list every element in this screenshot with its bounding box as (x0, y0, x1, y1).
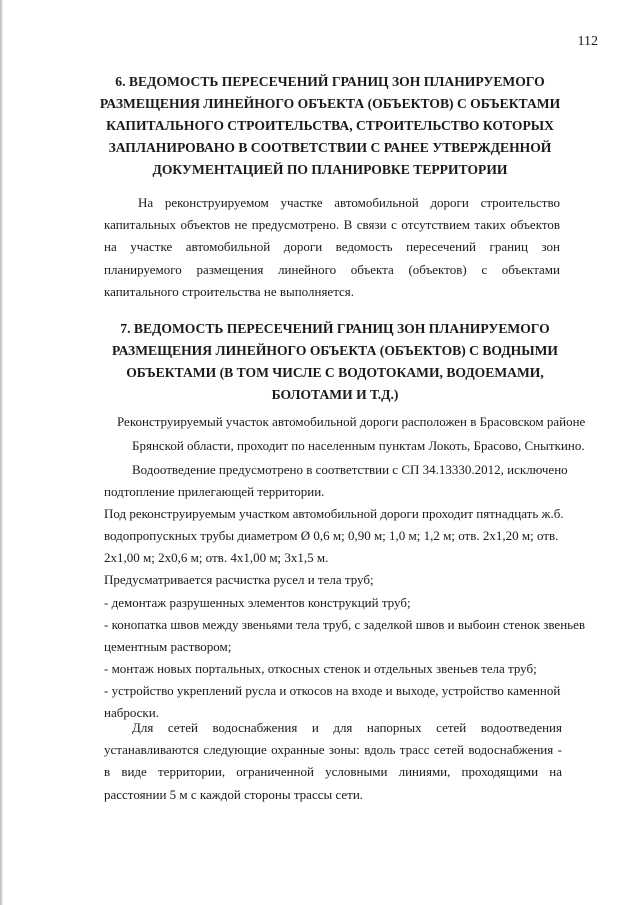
section-7-line: Водоотведение предусмотрено в соответствии с СП 34.13330.2012, исключено (132, 462, 568, 477)
section-7-protection-paragraph: Для сетей водоснабжения и для напорных сетей водоотведения устанавливаются следующие охранные зоны: вдоль трасс сетей водоснабжения - в виде территории, ограниченной условными линиями, проходящими на расстоянии 5 м с каждой стороны трассы сети. (104, 720, 562, 802)
section-7-line: Предусматривается расчистка русел и тела труб; (104, 572, 374, 587)
section-7-line: Брянской области, проходит по населенным пунктам Локоть, Брасово, Сныткино. (132, 438, 585, 453)
section-6-heading: 6. ВЕДОМОСТЬ ПЕРЕСЕЧЕНИЙ ГРАНИЦ ЗОН ПЛАНИРУЕМОГО РАЗМЕЩЕНИЯ ЛИНЕЙНОГО ОБЪЕКТА (ОБЪЕКТОВ) С ОБЪЕКТАМИ КАПИТАЛЬНОГО СТРОИТЕЛЬСТВА, СТРОИТЕЛЬСТВО КОТОРЫХ ЗАПЛАНИРОВАНО В СООТВЕТСТВИИ С РАНЕЕ УТВЕРЖДЕННОЙ ДОКУМЕНТАЦИЕЙ ПО ПЛАНИРОВКЕ ТЕРРИТОРИИ (99, 74, 561, 177)
section-7-line: цементным раствором; (104, 639, 232, 654)
section-7-line: - устройство укреплений русла и откосов на входе и выходе, устройство каменной (104, 683, 561, 698)
page-number: 112 (577, 34, 598, 49)
section-7-heading: 7. ВЕДОМОСТЬ ПЕРЕСЕЧЕНИЙ ГРАНИЦ ЗОН ПЛАНИРУЕМОГО РАЗМЕЩЕНИЯ ЛИНЕЙНОГО ОБЪЕКТА (ОБЪЕКТОВ) С ВОДНЫМИ ОБЪЕКТАМИ (В ТОМ ЧИСЛЕ С ВОДОТОКАМИ, ВОДОЕМАМИ, БОЛОТАМИ И Т.Д.) (112, 321, 558, 402)
section-7-line: - монтаж новых портальных, откосных стенок и отдельных звеньев тела труб; (104, 661, 537, 676)
scan-edge (0, 0, 3, 905)
section-7-line: - демонтаж разрушенных элементов конструкций труб; (104, 595, 411, 610)
section-6-paragraph: На реконструируемом участке автомобильной дороги строительство капитальных объектов не предусмотрено. В связи с отсутствием таких объектов на участке автомобильной дороги ведомость пересечений границ зон планируемого размещения линейного объекта (объектов) с объектами капитального строительства не выполняется. (104, 195, 560, 299)
section-7-line: Под реконструируемым участком автомобильной дороги проходит пятнадцать ж.б. (104, 506, 564, 521)
section-7-line: подтопление прилегающей территории. (104, 484, 325, 499)
section-7-line: 2х1,00 м; 2х0,6 м; отв. 4х1,00 м; 3х1,5 м. (104, 550, 329, 565)
section-7-line: наброски. (104, 705, 159, 720)
section-7-line: - конопатка швов между звеньями тела труб, с заделкой швов и выбоин стенок звеньев (104, 617, 585, 632)
section-7-line: Реконструируемый участок автомобильной дороги расположен в Брасовском районе (117, 414, 586, 429)
section-7-line: водопропускных трубы диаметром Ø 0,6 м; 0,90 м; 1,0 м; 1,2 м; отв. 2х1,20 м; отв. (104, 528, 559, 543)
